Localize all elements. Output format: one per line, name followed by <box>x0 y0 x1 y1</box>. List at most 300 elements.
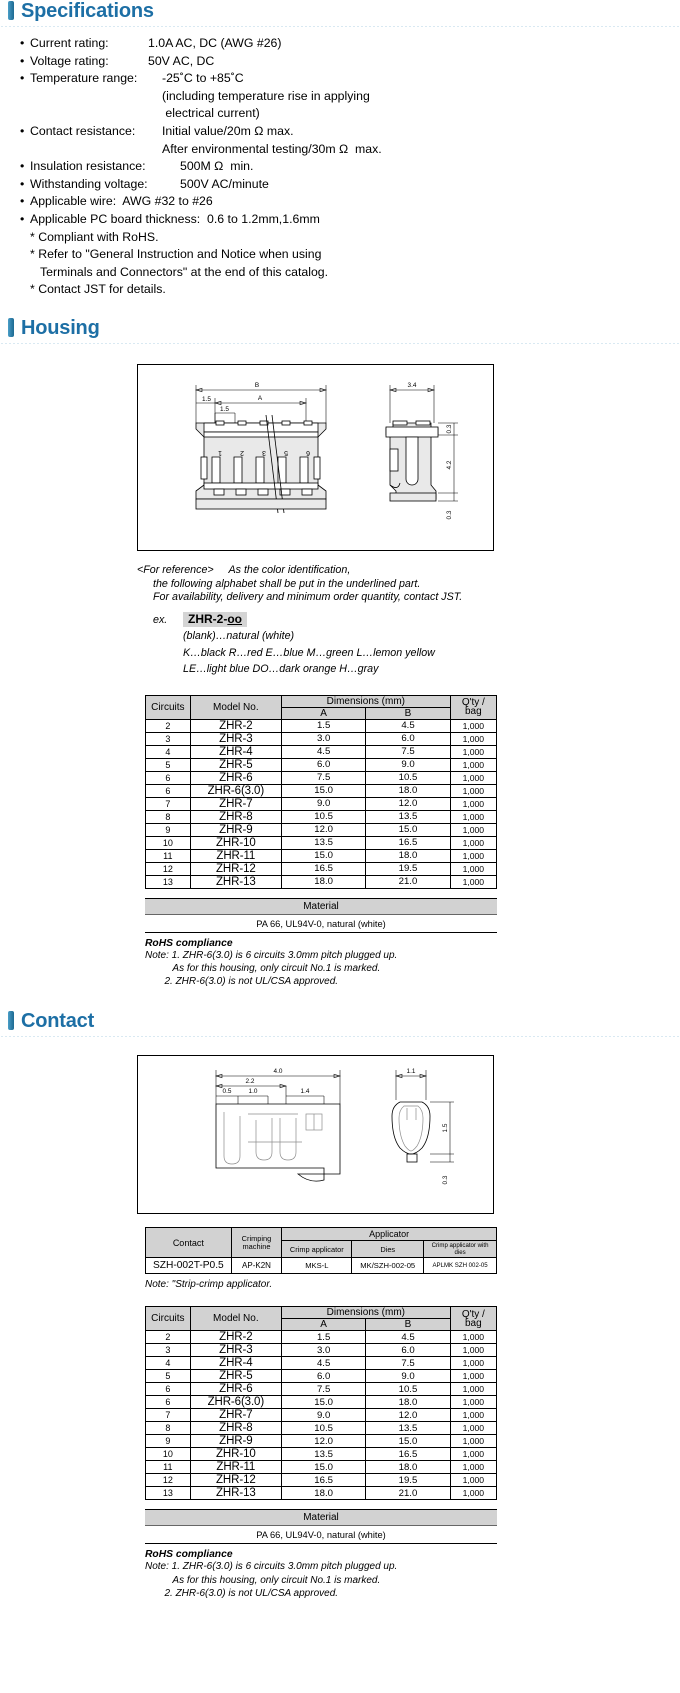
cell-qty: 1,000 <box>450 1422 496 1435</box>
cell-dim-a: 6.0 <box>281 758 365 771</box>
cell-circuits: 10 <box>146 1448 191 1461</box>
cell-dim-b: 15.0 <box>366 823 450 836</box>
cell-model: ZHR-9 <box>190 823 281 836</box>
cell-dim-b: 19.5 <box>366 862 450 875</box>
table-row <box>146 784 497 797</box>
col-header-crimp-with-dies: Crimp applicator with dies <box>424 1241 497 1258</box>
section-title: Contact <box>21 1010 95 1033</box>
cell-circuits: 8 <box>146 1422 191 1435</box>
rohs-title: RoHS compliance <box>145 937 233 949</box>
spec-item-voltage-rating <box>20 53 680 71</box>
contact-table-body <box>146 1331 497 1500</box>
cell-model: ZHR-6 <box>190 1383 281 1396</box>
housing-drawing <box>137 364 494 551</box>
col-header-a: A <box>281 1319 365 1331</box>
housing-rohs-block <box>145 938 680 989</box>
cell-dim-a: 1.5 <box>281 719 365 732</box>
cell-dies: MK/SZH-002-05 <box>352 1258 424 1274</box>
cell-dim-a: 4.5 <box>281 1357 365 1370</box>
cell-circuits: 6 <box>146 1396 191 1409</box>
dim-label-0-3-top: 0.3 <box>446 424 453 434</box>
spec-label: Temperature range: <box>30 71 138 86</box>
cell-model: ZHR-12 <box>190 1474 281 1487</box>
cell-dim-b: 12.0 <box>366 1409 450 1422</box>
cell-qty: 1,000 <box>450 1461 496 1474</box>
cell-qty: 1,000 <box>450 1474 496 1487</box>
table-row <box>146 849 497 862</box>
dim-label-4-0: 4.0 <box>273 1068 283 1076</box>
cell-dim-b: 19.5 <box>366 1474 450 1487</box>
cell-model: ZHR-8 <box>190 810 281 823</box>
section-bar-icon <box>8 1011 14 1030</box>
dim-label-2-2: 2.2 <box>245 1078 255 1086</box>
rohs-note-line-2: As for this housing, only circuit No.1 is marked. <box>145 1574 381 1586</box>
contact-dimension-table <box>145 1306 497 1500</box>
col-header-circuits: Circuits <box>146 695 191 719</box>
cell-dim-b: 15.0 <box>366 1435 450 1448</box>
cell-dim-a: 15.0 <box>281 1461 365 1474</box>
table-row <box>146 1383 497 1396</box>
cell-dim-a: 12.0 <box>281 1435 365 1448</box>
col-header-b: B <box>366 1319 450 1331</box>
cell-dim-a: 10.5 <box>281 810 365 823</box>
table-row <box>146 1435 497 1448</box>
cell-dim-a: 1.5 <box>281 1331 365 1344</box>
cell-qty: 1,000 <box>450 732 496 745</box>
col-header-model: Model No. <box>190 1307 281 1331</box>
cell-dim-b: 4.5 <box>366 719 450 732</box>
bullet-icon: • <box>20 176 25 191</box>
table-row <box>146 810 497 823</box>
cell-dim-b: 10.5 <box>366 1383 450 1396</box>
cell-model: ZHR-5 <box>190 758 281 771</box>
col-header-applicator: Applicator <box>282 1228 497 1241</box>
pin-number-2: 2 <box>240 448 244 456</box>
cell-circuits: 12 <box>146 1474 191 1487</box>
cell-model: ZHR-13 <box>190 1487 281 1500</box>
table-row <box>146 732 497 745</box>
specifications-list <box>0 35 680 299</box>
housing-table-body <box>146 719 497 888</box>
part-color-suffix: oo <box>227 611 242 626</box>
part-prefix: ZHR-2- <box>188 611 228 626</box>
bullet-icon: • <box>20 71 25 86</box>
spec-label: Current rating: <box>30 36 109 50</box>
table-row <box>146 1409 497 1422</box>
spec-item-applicable-wire <box>20 193 680 211</box>
dim-label-1-1: 1.1 <box>406 1068 416 1076</box>
cell-dim-b: 18.0 <box>366 1396 450 1409</box>
spec-value-continued: After environmental testing/30m Ω max. <box>162 141 382 156</box>
housing-dimension-table-wrap <box>145 695 680 989</box>
cell-model: ZHR-3 <box>190 732 281 745</box>
table-row <box>146 823 497 836</box>
dim-label-1-5-inner: 1.5 <box>220 405 229 413</box>
table-row <box>146 1370 497 1383</box>
dim-label-3-4: 3.4 <box>407 381 417 389</box>
dim-label-b: B <box>254 381 260 389</box>
spec-item-insulation-resistance <box>20 158 680 176</box>
rohs-note-line-1: Note: 1. ZHR-6(3.0) is 6 circuits 3.0mm pitch plugged up. <box>145 1561 398 1573</box>
spec-item-contact-resistance <box>20 123 680 141</box>
cell-dim-b: 7.5 <box>366 745 450 758</box>
cell-dim-b: 18.0 <box>366 849 450 862</box>
rohs-note-line-1: Note: 1. ZHR-6(3.0) is 6 circuits 3.0mm pitch plugged up. <box>145 949 398 961</box>
contact-dimension-table-wrap <box>145 1306 680 1600</box>
rohs-note-line-3: 2. ZHR-6(3.0) is not UL/CSA approved. <box>145 1587 339 1599</box>
cell-model: ZHR-8 <box>190 1422 281 1435</box>
cell-qty: 1,000 <box>450 1344 496 1357</box>
material-header: Material <box>145 1509 497 1526</box>
dim-label-0-3: 0.3 <box>442 1175 449 1185</box>
cell-dim-a: 18.0 <box>281 875 365 888</box>
color-code-line-1: K…black R…red E…blue M…green L…lemon yellow <box>183 646 435 659</box>
table-row <box>146 862 497 875</box>
applicator-table <box>145 1227 497 1274</box>
cell-dim-a: 3.0 <box>281 732 365 745</box>
cell-dim-b: 21.0 <box>366 1487 450 1500</box>
spec-note-refer-2: Terminals and Connectors" at the end of this catalog. <box>30 264 329 279</box>
bullet-icon: • <box>20 123 25 138</box>
cell-dim-b: 6.0 <box>366 1344 450 1357</box>
cell-qty: 1,000 <box>450 836 496 849</box>
cell-crimp-with-dies: APLMK SZH 002-05 <box>424 1258 497 1274</box>
color-code-blank: (blank)…natural (white) <box>183 630 295 643</box>
pin-number-6: 6 <box>306 448 310 456</box>
bullet-icon: • <box>20 211 25 226</box>
rohs-note-line-3: 2. ZHR-6(3.0) is not UL/CSA approved. <box>145 976 339 988</box>
cell-circuits: 3 <box>146 1344 191 1357</box>
cell-qty: 1,000 <box>450 1435 496 1448</box>
spec-item-pcb-thickness <box>20 211 680 229</box>
dim-label-1-0: 1.0 <box>248 1088 258 1096</box>
rohs-note-line-2: As for this housing, only circuit No.1 is marked. <box>145 962 381 974</box>
cell-dim-b: 4.5 <box>366 1331 450 1344</box>
cell-dim-b: 16.5 <box>366 836 450 849</box>
cell-circuits: 13 <box>146 1487 191 1500</box>
cell-model: ZHR-10 <box>190 836 281 849</box>
cell-crimping-machine: AP-K2N <box>231 1258 282 1274</box>
spec-temp-continuation-2 <box>20 105 680 123</box>
dim-label-1-5: 1.5 <box>442 1123 449 1133</box>
dim-label-1-5-outer: 1.5 <box>202 395 211 403</box>
dim-label-0-3-bottom: 0.3 <box>446 510 453 520</box>
table-row <box>146 1396 497 1409</box>
dim-label-1-4: 1.4 <box>300 1088 310 1096</box>
spec-label: Applicable PC board thickness: <box>30 211 201 226</box>
col-header-qty: Q'ty / bag <box>450 1307 496 1331</box>
cell-model: ZHR-2 <box>190 1331 281 1344</box>
cell-dim-b: 18.0 <box>366 784 450 797</box>
cell-circuits: 11 <box>146 1461 191 1474</box>
cell-dim-a: 13.5 <box>281 836 365 849</box>
contact-drawing <box>137 1055 494 1214</box>
bullet-icon: • <box>20 159 25 174</box>
col-header-a: A <box>281 707 365 719</box>
table-row <box>146 1344 497 1357</box>
spec-value: AWG #32 to #26 <box>122 194 213 209</box>
material-value: PA 66, UL94V-0, natural (white) <box>145 915 497 933</box>
cell-dim-b: 13.5 <box>366 810 450 823</box>
col-header-circuits: Circuits <box>146 1307 191 1331</box>
cell-qty: 1,000 <box>450 1448 496 1461</box>
cell-model: ZHR-7 <box>190 1409 281 1422</box>
cell-dim-b: 12.0 <box>366 797 450 810</box>
reference-line-2: the following alphabet shall be put in the underlined part. <box>153 577 421 590</box>
section-bar-icon <box>8 1 14 20</box>
cell-qty: 1,000 <box>450 810 496 823</box>
dim-label-a: A <box>257 394 263 402</box>
cell-model: ZHR-2 <box>190 719 281 732</box>
table-row <box>146 1487 497 1500</box>
table-row <box>146 1474 497 1487</box>
cell-qty: 1,000 <box>450 797 496 810</box>
applicator-header-row <box>146 1228 497 1241</box>
cell-model: ZHR-11 <box>190 1461 281 1474</box>
table-row <box>146 1331 497 1344</box>
table-row <box>146 771 497 784</box>
table-row <box>146 1357 497 1370</box>
cell-circuits: 4 <box>146 745 191 758</box>
cell-circuits: 7 <box>146 797 191 810</box>
cell-qty: 1,000 <box>450 758 496 771</box>
cell-qty: 1,000 <box>450 849 496 862</box>
cell-dim-a: 9.0 <box>281 1409 365 1422</box>
dim-label-0-5: 0.5 <box>222 1088 232 1096</box>
cell-circuits: 13 <box>146 875 191 888</box>
section-title: Specifications <box>21 0 154 22</box>
cell-dim-a: 18.0 <box>281 1487 365 1500</box>
bullet-icon: • <box>20 194 25 209</box>
section-bar-icon <box>8 318 14 337</box>
reference-example <box>137 612 557 628</box>
cell-qty: 1,000 <box>450 784 496 797</box>
rohs-title: RoHS compliance <box>145 1549 233 1561</box>
cell-qty: 1,000 <box>450 1357 496 1370</box>
cell-qty: 1,000 <box>450 1396 496 1409</box>
cell-circuits: 9 <box>146 823 191 836</box>
cell-qty: 1,000 <box>450 771 496 784</box>
cell-qty: 1,000 <box>450 875 496 888</box>
cell-qty: 1,000 <box>450 862 496 875</box>
cell-model: ZHR-9 <box>190 1435 281 1448</box>
spec-label: Contact resistance: <box>30 123 136 138</box>
cell-dim-b: 10.5 <box>366 771 450 784</box>
cell-circuits: 6 <box>146 1383 191 1396</box>
cell-dim-a: 7.5 <box>281 771 365 784</box>
cell-circuits: 6 <box>146 784 191 797</box>
cell-dim-a: 15.0 <box>281 1396 365 1409</box>
spec-label: Insulation resistance: <box>30 159 146 174</box>
section-header-contact <box>0 1010 680 1033</box>
table-row <box>146 758 497 771</box>
reference-line-1 <box>137 564 557 578</box>
cell-qty: 1,000 <box>450 745 496 758</box>
spec-label: Voltage rating: <box>30 53 109 68</box>
cell-model: ZHR-5 <box>190 1370 281 1383</box>
cell-dim-a: 9.0 <box>281 797 365 810</box>
divider-dotted <box>0 343 680 344</box>
cell-crimp-applicator: MKS-L <box>282 1258 352 1274</box>
cell-model: ZHR-10 <box>190 1448 281 1461</box>
section-header-housing <box>0 317 680 340</box>
material-header: Material <box>145 898 497 915</box>
cell-model: ZHR-6(3.0) <box>190 1396 281 1409</box>
color-code-line-2: LE…light blue DO…dark orange H…gray <box>183 663 379 676</box>
cell-qty: 1,000 <box>450 1409 496 1422</box>
col-header-dimensions: Dimensions (mm) <box>281 1307 450 1319</box>
spec-value: 1.0A AC, DC (AWG #26) <box>148 36 282 50</box>
bullet-icon: • <box>20 36 25 50</box>
cell-dim-a: 16.5 <box>281 862 365 875</box>
bullet-icon: • <box>20 53 25 68</box>
table-row <box>146 797 497 810</box>
pin-number-1: 1 <box>218 448 222 456</box>
table-row <box>146 836 497 849</box>
cell-model: ZHR-6(3.0) <box>190 784 281 797</box>
housing-dimension-table <box>145 695 497 889</box>
cell-dim-a: 6.0 <box>281 1370 365 1383</box>
cell-circuits: 5 <box>146 1370 191 1383</box>
cell-circuits: 8 <box>146 810 191 823</box>
pin-number-3: 3 <box>262 448 266 456</box>
cell-dim-a: 15.0 <box>281 849 365 862</box>
col-header-crimp-applicator: Crimp applicator <box>282 1241 352 1258</box>
cell-qty: 1,000 <box>450 1487 496 1500</box>
col-header-crimping-machine: Crimping machine <box>231 1228 282 1258</box>
cell-qty: 1,000 <box>450 719 496 732</box>
cell-circuits: 2 <box>146 1331 191 1344</box>
spec-note-refer-1: * Refer to "General Instruction and Notice when using <box>30 247 322 262</box>
spec-note-contact-jst: * Contact JST for details. <box>30 282 166 297</box>
spec-label: Withstanding voltage: <box>30 176 148 191</box>
cell-dim-a: 3.0 <box>281 1344 365 1357</box>
contact-rohs-block <box>145 1549 680 1600</box>
table-row <box>146 1422 497 1435</box>
cell-dim-b: 21.0 <box>366 875 450 888</box>
section-title: Housing <box>21 316 100 339</box>
cell-dim-a: 4.5 <box>281 745 365 758</box>
cell-dim-b: 9.0 <box>366 1370 450 1383</box>
spec-value: 500V AC/minute <box>180 176 269 191</box>
cell-qty: 1,000 <box>450 823 496 836</box>
spec-value: 50V AC, DC <box>148 53 215 68</box>
example-label: ex. <box>153 613 168 626</box>
applicator-table-body <box>146 1258 497 1274</box>
spec-item-current-rating <box>20 35 680 53</box>
col-header-model: Model No. <box>190 695 281 719</box>
cell-dim-a: 15.0 <box>281 784 365 797</box>
cell-qty: 1,000 <box>450 1383 496 1396</box>
cell-qty: 1,000 <box>450 1370 496 1383</box>
reference-line-3: For availability, delivery and minimum order quantity, contact JST. <box>153 591 463 604</box>
cell-dim-b: 13.5 <box>366 1422 450 1435</box>
dim-label-4-2: 4.2 <box>446 460 453 470</box>
material-value: PA 66, UL94V-0, natural (white) <box>145 1526 497 1544</box>
col-header-dies: Dies <box>352 1241 424 1258</box>
cell-dim-b: 18.0 <box>366 1461 450 1474</box>
col-header-b: B <box>366 707 450 719</box>
cell-dim-a: 13.5 <box>281 1448 365 1461</box>
table-row <box>146 1461 497 1474</box>
example-part-number <box>183 612 247 628</box>
spec-contact-continuation <box>20 141 680 159</box>
cell-contact-part: SZH-002T-P0.5 <box>146 1258 232 1274</box>
applicator-table-wrap <box>145 1227 680 1290</box>
housing-material-block <box>145 898 497 933</box>
cell-model: ZHR-11 <box>190 849 281 862</box>
cell-circuits: 9 <box>146 1435 191 1448</box>
table-row <box>146 719 497 732</box>
cell-circuits: 10 <box>146 836 191 849</box>
cell-circuits: 2 <box>146 719 191 732</box>
spec-value: -25˚C to +85˚C <box>162 71 244 86</box>
cell-model: ZHR-7 <box>190 797 281 810</box>
cell-model: ZHR-4 <box>190 745 281 758</box>
spec-value: 0.6 to 1.2mm,1.6mm <box>207 211 320 226</box>
reference-tag: <For reference> <box>137 563 214 576</box>
cell-circuits: 11 <box>146 849 191 862</box>
section-header-specifications <box>0 0 680 23</box>
cell-circuits: 12 <box>146 862 191 875</box>
spec-temp-continuation-1 <box>20 88 680 106</box>
spec-value: Initial value/20m Ω max. <box>162 123 294 138</box>
cell-dim-b: 16.5 <box>366 1448 450 1461</box>
spec-label: Applicable wire: <box>30 194 117 209</box>
cell-model: ZHR-4 <box>190 1357 281 1370</box>
cell-dim-b: 7.5 <box>366 1357 450 1370</box>
cell-dim-a: 7.5 <box>281 1383 365 1396</box>
table-row <box>146 745 497 758</box>
spec-value: 500M Ω min. <box>180 159 254 174</box>
cell-dim-b: 9.0 <box>366 758 450 771</box>
table-row <box>146 875 497 888</box>
col-header-dimensions: Dimensions (mm) <box>281 695 450 707</box>
applicator-note: Note: "Strip-crimp applicator. <box>145 1279 273 1291</box>
table-header-row <box>146 1307 497 1319</box>
divider-dotted <box>0 26 680 27</box>
contact-material-block <box>145 1509 497 1544</box>
spec-value-continued: (including temperature rise in applying <box>162 88 370 103</box>
cell-circuits: 5 <box>146 758 191 771</box>
spec-note-rohs: * Compliant with RoHS. <box>30 229 159 244</box>
cell-circuits: 7 <box>146 1409 191 1422</box>
cell-circuits: 6 <box>146 771 191 784</box>
cell-model: ZHR-12 <box>190 862 281 875</box>
pin-number-5: 5 <box>284 448 288 456</box>
cell-qty: 1,000 <box>450 1331 496 1344</box>
cell-circuits: 3 <box>146 732 191 745</box>
cell-model: ZHR-3 <box>190 1344 281 1357</box>
cell-dim-a: 16.5 <box>281 1474 365 1487</box>
table-header-row <box>146 695 497 707</box>
reference-text: As the color identification, <box>228 563 351 576</box>
cell-dim-a: 12.0 <box>281 823 365 836</box>
divider-dotted <box>0 1036 680 1037</box>
col-header-contact: Contact <box>146 1228 232 1258</box>
table-row <box>146 1448 497 1461</box>
cell-dim-b: 6.0 <box>366 732 450 745</box>
spec-value-continued: electrical current) <box>162 106 260 121</box>
spec-item-temperature-range <box>20 70 680 88</box>
cell-dim-a: 10.5 <box>281 1422 365 1435</box>
cell-circuits: 4 <box>146 1357 191 1370</box>
housing-reference-block <box>137 564 557 677</box>
cell-model: ZHR-13 <box>190 875 281 888</box>
applicator-row <box>146 1258 497 1274</box>
cell-model: ZHR-6 <box>190 771 281 784</box>
col-header-qty: Q'ty / bag <box>450 695 496 719</box>
